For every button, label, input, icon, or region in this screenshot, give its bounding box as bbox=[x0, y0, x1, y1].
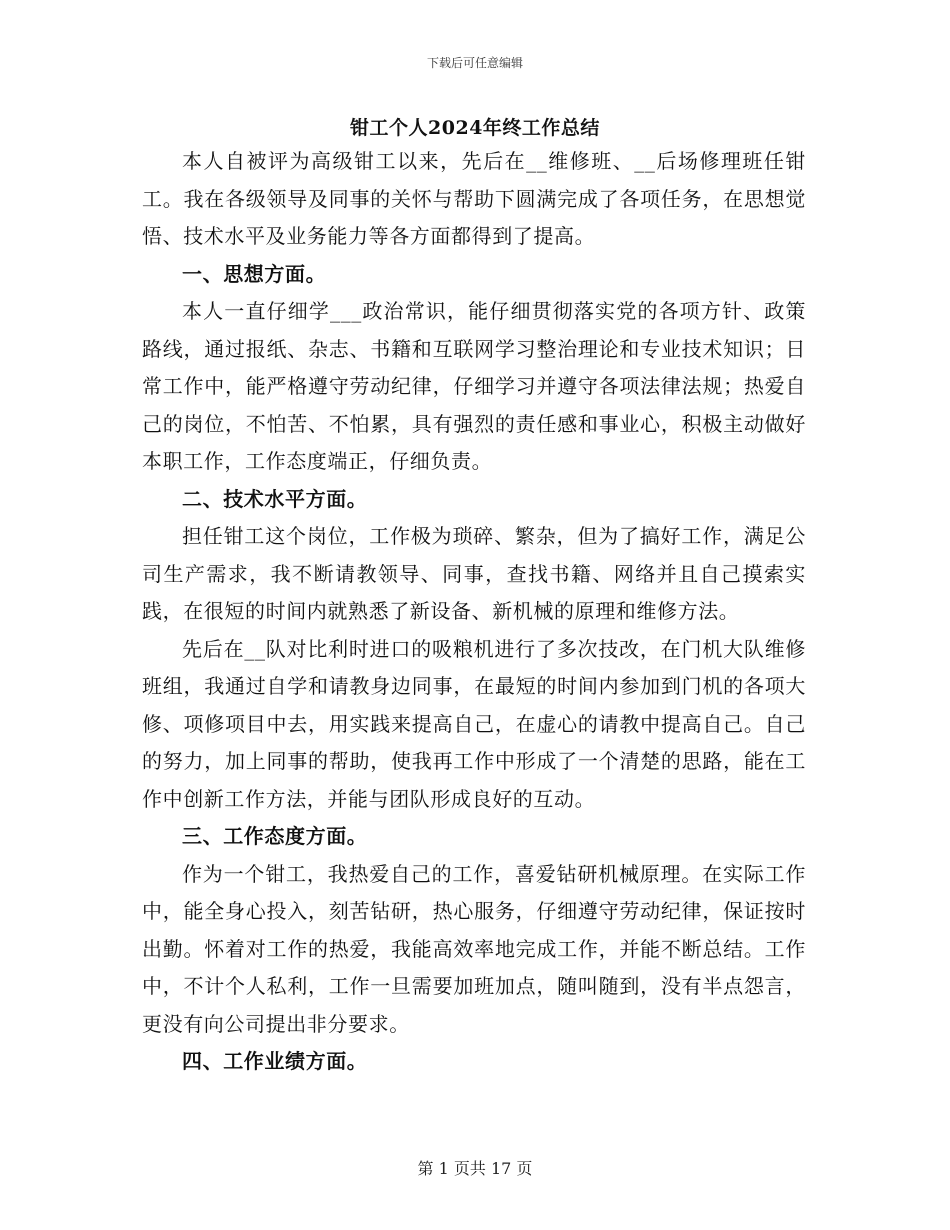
document-title: 钳工个人2024年终工作总结 bbox=[350, 117, 600, 139]
document-body bbox=[142, 143, 806, 1081]
section-paragraph: 本人一直仔细学___政治常识，能仔细贯彻落实党的各项方针、政策路线，通过报纸、杂志、书籍和互联网学习整治理论和专业技术知识；日常工作中，能严格遵守劳动纪律，仔细学习并遵守各项法律法规；热爱自己的岗位，不怕苦、不怕累，具有强烈的责任感和事业心，积极主动做好本职工作，工作态度端正，仔细负责。 bbox=[142, 299, 806, 473]
section-paragraph: 作为一个钳工，我热爱自己的工作，喜爱钻研机械原理。在实际工作中，能全身心投入，刻苦钻研，热心服务，仔细遵守劳动纪律，保证按时出勤。怀着对工作的热爱，我能高效率地完成工作，并能不断总结。工作中，不计个人私利，工作一旦需要加班加点，随叫随到，没有半点怨言，更没有向公司提出非分要求。 bbox=[142, 861, 806, 1036]
intro-paragraph: 本人自被评为高级钳工以来，先后在__维修班、__后场修理班任钳工。我在各级领导及同事的关怀与帮助下圆满完成了各项任务，在思想觉悟、技术水平及业务能力等各方面都得到了提高。 bbox=[142, 149, 806, 248]
page-number: 第 1 页共 17 页 bbox=[417, 1159, 533, 1178]
section-heading-thought: 一、思想方面。 bbox=[182, 261, 327, 286]
section-paragraph: 先后在__队对比利时进口的吸粮机进行了多次技改，在门机大队维修班组，我通过自学和请教身边同事，在最短的时间内参加到门机的各项大修、项修项目中去，用实践来提高自己，在虚心的请教中提高自己。自己的努力，加上同事的帮助，使我再工作中形成了一个清楚的思路，能在工作中创新工作方法，并能与团队形成良好的互动。 bbox=[142, 636, 806, 811]
section-heading-technical: 二、技术水平方面。 bbox=[182, 486, 368, 511]
section-heading-performance: 四、工作业绩方面。 bbox=[182, 1049, 368, 1073]
page-header-note: 下载后可任意编辑 bbox=[426, 56, 523, 70]
section-heading-attitude: 三、工作态度方面。 bbox=[182, 824, 368, 848]
section-paragraph: 担任钳工这个岗位，工作极为琐碎、繁杂，但为了搞好工作，满足公司生产需求，我不断请教领导、同事，查找书籍、网络并且自己摸索实践，在很短的时间内就熟悉了新设备、新机械的原理和维修方法。 bbox=[142, 524, 806, 623]
